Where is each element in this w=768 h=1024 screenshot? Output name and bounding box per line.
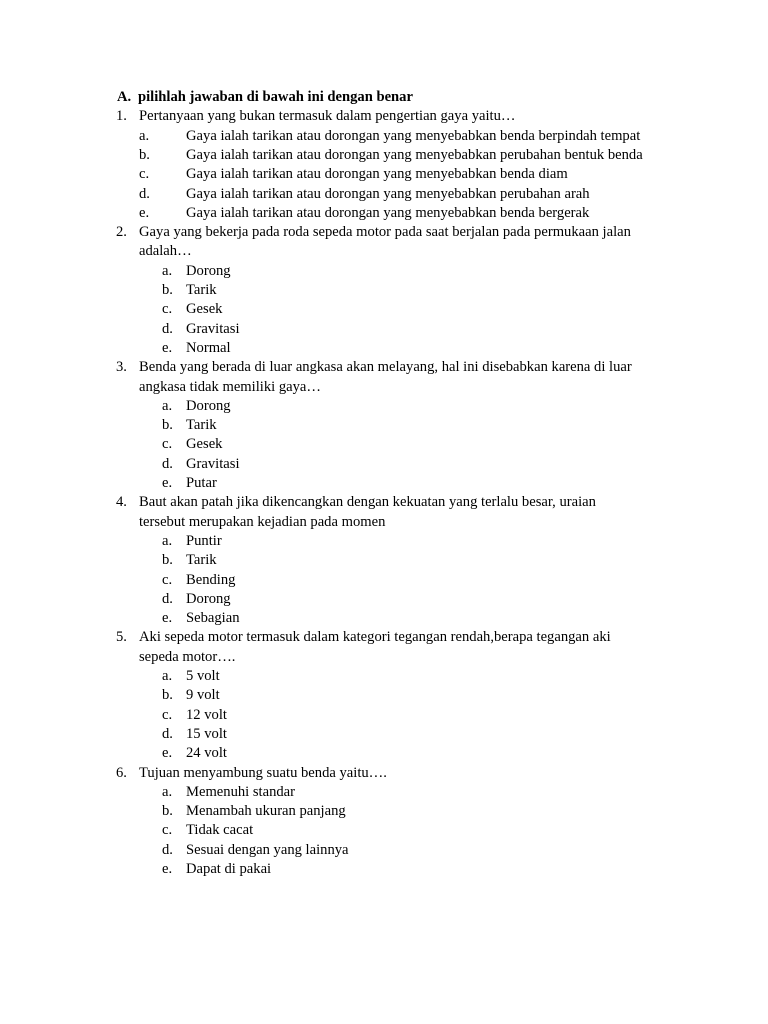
option-text: 9 volt — [186, 687, 220, 704]
option-text: Dapat di pakai — [186, 861, 272, 877]
option-letter: e. — [162, 745, 173, 762]
option-letter: c. — [162, 571, 173, 588]
option-text: Gravitasi — [186, 455, 240, 472]
option-letter: c. — [162, 436, 173, 453]
option-letter: a. — [162, 532, 173, 549]
question-text: sepeda motor…. — [139, 648, 236, 665]
option-letter: d. — [162, 455, 173, 472]
option-text: Tarik — [186, 417, 217, 434]
question-text: Gaya yang bekerja pada roda sepeda motor pada saat berjalan pada permukaan jalan — [139, 224, 631, 241]
option-text: 12 volt — [186, 706, 227, 723]
section-marker: A. — [117, 89, 132, 105]
option-letter: b. — [139, 146, 150, 163]
option-text: Bending — [186, 571, 236, 588]
option-letter: e. — [139, 204, 150, 221]
question-number: 5. — [116, 629, 127, 646]
option-letter: a. — [162, 262, 173, 279]
option-text: Putar — [186, 475, 217, 491]
question-text: Tujuan menyambung suatu benda yaitu…. — [139, 764, 387, 781]
option-text: 24 volt — [186, 745, 227, 762]
question-number: 1. — [116, 108, 127, 125]
option-letter: a. — [162, 668, 173, 684]
option-letter: a. — [162, 397, 173, 414]
option-text: Sebagian — [186, 610, 240, 627]
option-letter: d. — [139, 185, 150, 202]
option-text: Gaya ialah tarikan atau dorongan yang menyebabkan benda bergerak — [186, 204, 590, 221]
question-text: adalah… — [139, 243, 192, 260]
option-letter: b. — [162, 552, 173, 569]
option-text: Memenuhi standar — [186, 783, 296, 800]
option-letter: d. — [162, 725, 173, 742]
option-text: Gesek — [186, 301, 223, 318]
option-letter: e. — [162, 475, 173, 491]
option-text: Normal — [186, 339, 231, 356]
option-text: Gravitasi — [186, 320, 240, 337]
option-text: Tarik — [186, 282, 217, 298]
question-text: Benda yang berada di luar angkasa akan melayang, hal ini disebabkan karena di luar — [139, 359, 632, 376]
option-letter: b. — [162, 803, 173, 820]
question-text: Baut akan patah jika dikencangkan dengan kekuatan yang terlalu besar, uraian — [139, 494, 596, 511]
option-text: Dorong — [186, 397, 231, 414]
option-letter: e. — [162, 339, 173, 356]
option-text: Gesek — [186, 436, 223, 453]
question-text: Aki sepeda motor termasuk dalam kategori tegangan rendah,berapa tegangan aki — [139, 629, 611, 646]
option-letter: d. — [162, 841, 173, 858]
option-letter: c. — [162, 301, 173, 318]
option-text: Menambah ukuran panjang — [186, 803, 346, 820]
question-text: tersebut merupakan kejadian pada momen — [139, 513, 386, 530]
option-letter: b. — [162, 417, 173, 434]
option-text: Gaya ialah tarikan atau dorongan yang menyebabkan benda berpindah tempat — [186, 127, 641, 144]
option-text: Sesuai dengan yang lainnya — [186, 841, 349, 858]
option-letter: d. — [162, 320, 173, 337]
question-number: 2. — [116, 224, 127, 241]
option-letter: d. — [162, 590, 173, 607]
option-letter: c. — [162, 706, 173, 723]
option-text: Gaya ialah tarikan atau dorongan yang menyebabkan perubahan bentuk benda — [186, 146, 643, 163]
option-text: Tidak cacat — [186, 822, 254, 839]
option-letter: a. — [139, 127, 150, 144]
option-letter: e. — [162, 610, 173, 627]
question-text: Pertanyaan yang bukan termasuk dalam pengertian gaya yaitu… — [139, 108, 516, 125]
option-text: Dorong — [186, 262, 231, 279]
question-number: 4. — [116, 494, 127, 511]
option-text: Gaya ialah tarikan atau dorongan yang menyebabkan benda diam — [186, 166, 568, 183]
question-number: 6. — [116, 764, 127, 781]
option-letter: c. — [162, 822, 173, 839]
option-letter: b. — [162, 282, 173, 298]
option-text: Puntir — [186, 532, 222, 549]
option-text: Dorong — [186, 590, 231, 607]
option-letter: a. — [162, 783, 173, 800]
question-number: 3. — [116, 359, 127, 376]
option-letter: e. — [162, 861, 173, 877]
option-letter: b. — [162, 687, 173, 704]
section-title: pilihlah jawaban di bawah ini dengan benar — [138, 89, 413, 105]
option-letter: c. — [139, 166, 150, 183]
question-text: angkasa tidak memiliki gaya… — [139, 378, 321, 395]
option-text: 15 volt — [186, 725, 227, 742]
option-text: 5 volt — [186, 668, 220, 684]
option-text: Gaya ialah tarikan atau dorongan yang menyebabkan perubahan arah — [186, 185, 590, 202]
option-text: Tarik — [186, 552, 217, 569]
